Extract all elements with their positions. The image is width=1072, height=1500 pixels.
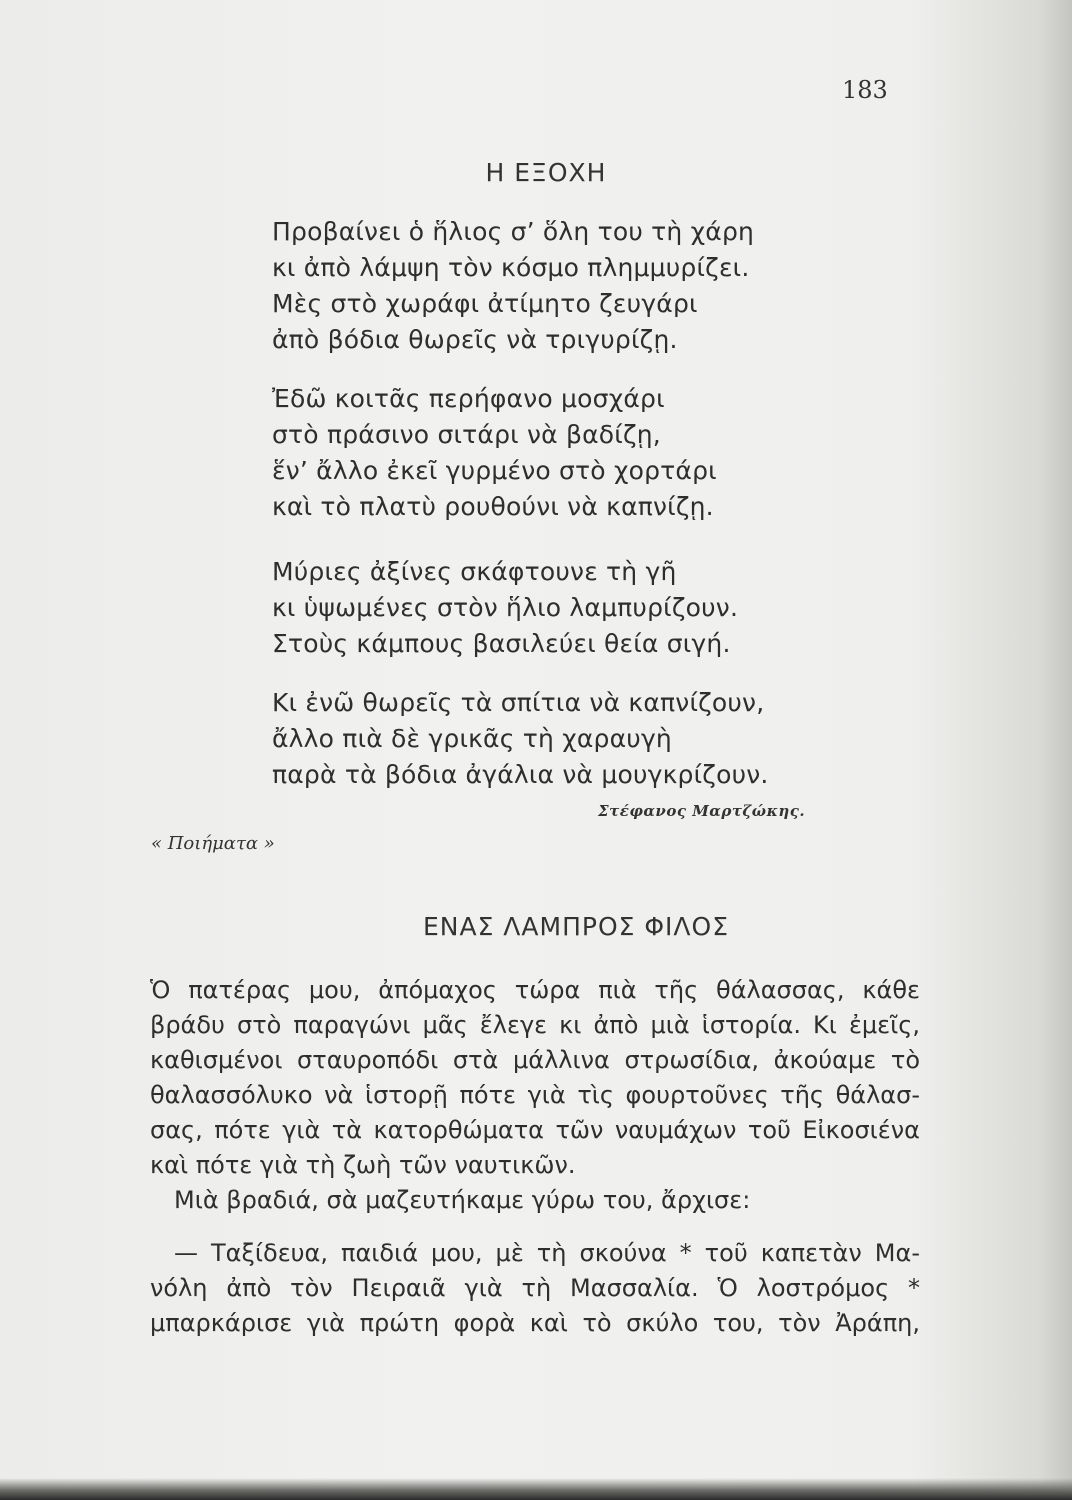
poem-line: στὸ πράσινο σιτάρι νὰ βαδίζῃ, bbox=[272, 420, 661, 449]
poem-stanza-2 bbox=[272, 381, 717, 525]
prose-line: θαλασσόλυκο νὰ ἱστορῇ πότε γιὰ τὶς φουρτοῦνες τῆς θάλασ- bbox=[150, 1081, 920, 1109]
poem-line: Κι ἐνῶ θωρεῖς τὰ σπίτια νὰ καπνίζουν, bbox=[272, 688, 765, 717]
prose-line: νόλη ἀπὸ τὸν Πειραιᾶ γιὰ τὴ Μασσαλία. Ὁ λοστρόμος * bbox=[150, 1274, 920, 1302]
prose-line: καὶ πότε γιὰ τὴ ζωὴ τῶν ναυτικῶν. bbox=[150, 1151, 576, 1179]
prose-body bbox=[150, 973, 920, 1341]
poem-author: Στέφανος Μαρτζώκης. bbox=[598, 802, 806, 820]
prose-line: Μιὰ βραδιά, σὰ μαζευτήκαμε γύρω του, ἄρχισε: bbox=[174, 1186, 751, 1214]
poem-source: « Ποιήματα » bbox=[151, 833, 275, 854]
poem-stanza-4 bbox=[272, 685, 769, 793]
prose-line: μπαρκάρισε γιὰ πρώτη φορὰ καὶ τὸ σκύλο του, τὸν Ἀράπη, bbox=[150, 1309, 920, 1337]
poem-line: κι ἀπὸ λάμψη τὸν κόσμο πλημμυρίζει. bbox=[272, 253, 750, 282]
poem-stanza-3 bbox=[272, 554, 738, 662]
poem-stanza-1 bbox=[272, 214, 754, 358]
page-bottom-edge bbox=[0, 1478, 1072, 1500]
poem-line: ἄλλο πιὰ δὲ γρικᾶς τὴ χαραυγὴ bbox=[272, 724, 672, 753]
prose-line: βράδυ στὸ παραγώνι μᾶς ἔλεγε κι ἀπὸ μιὰ ἱστορία. Κι ἐμεῖς, bbox=[150, 1011, 920, 1039]
poem-line: ἀπὸ βόδια θωρεῖς νὰ τριγυρίζῃ. bbox=[272, 325, 678, 354]
poem-line: κι ὑψωμένες στὸν ἥλιο λαμπυρίζουν. bbox=[272, 593, 739, 622]
poem-line: παρὰ τὰ βόδια ἀγάλια νὰ μουγκρίζουν. bbox=[272, 760, 769, 789]
poem-line: Προβαίνει ὁ ἥλιος σ’ ὅλη του τὴ χάρη bbox=[272, 217, 755, 246]
prose-line: Ὁ πατέρας μου, ἀπόμαχος τώρα πιὰ τῆς θάλασσας, κάθε bbox=[150, 976, 920, 1004]
prose-line: καθισμένοι σταυροπόδι στὰ μάλλινα στρωσίδια, ἀκούαμε τὸ bbox=[150, 1046, 920, 1074]
poem-line: ἕν’ ἄλλο ἐκεῖ γυρμένο στὸ χορτάρι bbox=[272, 456, 717, 485]
poem-line: Μὲς στὸ χωράφι ἀτίμητο ζευγάρι bbox=[272, 289, 698, 318]
poem-line: Στοὺς κάμπους βασιλεύει θεία σιγή. bbox=[272, 629, 731, 658]
poem-line: καὶ τὸ πλατὺ ρουθούνι νὰ καπνίζῃ. bbox=[272, 492, 714, 521]
poem-title: Η ΕΞΟΧΗ bbox=[485, 158, 607, 187]
poem-line: Ἐδῶ κοιτᾶς περήφανο μοσχάρι bbox=[272, 384, 665, 413]
prose-line: — Ταξίδευα, παιδιά μου, μὲ τὴ σκούνα * τοῦ καπετὰν Μα- bbox=[174, 1239, 920, 1267]
poem-line: Μύριες ἀξίνες σκάφτουνε τὴ γῆ bbox=[272, 557, 677, 586]
page-number: 183 bbox=[842, 76, 888, 104]
prose-line: σας, πότε γιὰ τὰ κατορθώματα τῶν ναυμάχων τοῦ Εἰκοσιένα bbox=[150, 1116, 920, 1144]
prose-title: ΕΝΑΣ ΛΑΜΠΡΟΣ ΦΙΛΟΣ bbox=[422, 912, 730, 941]
